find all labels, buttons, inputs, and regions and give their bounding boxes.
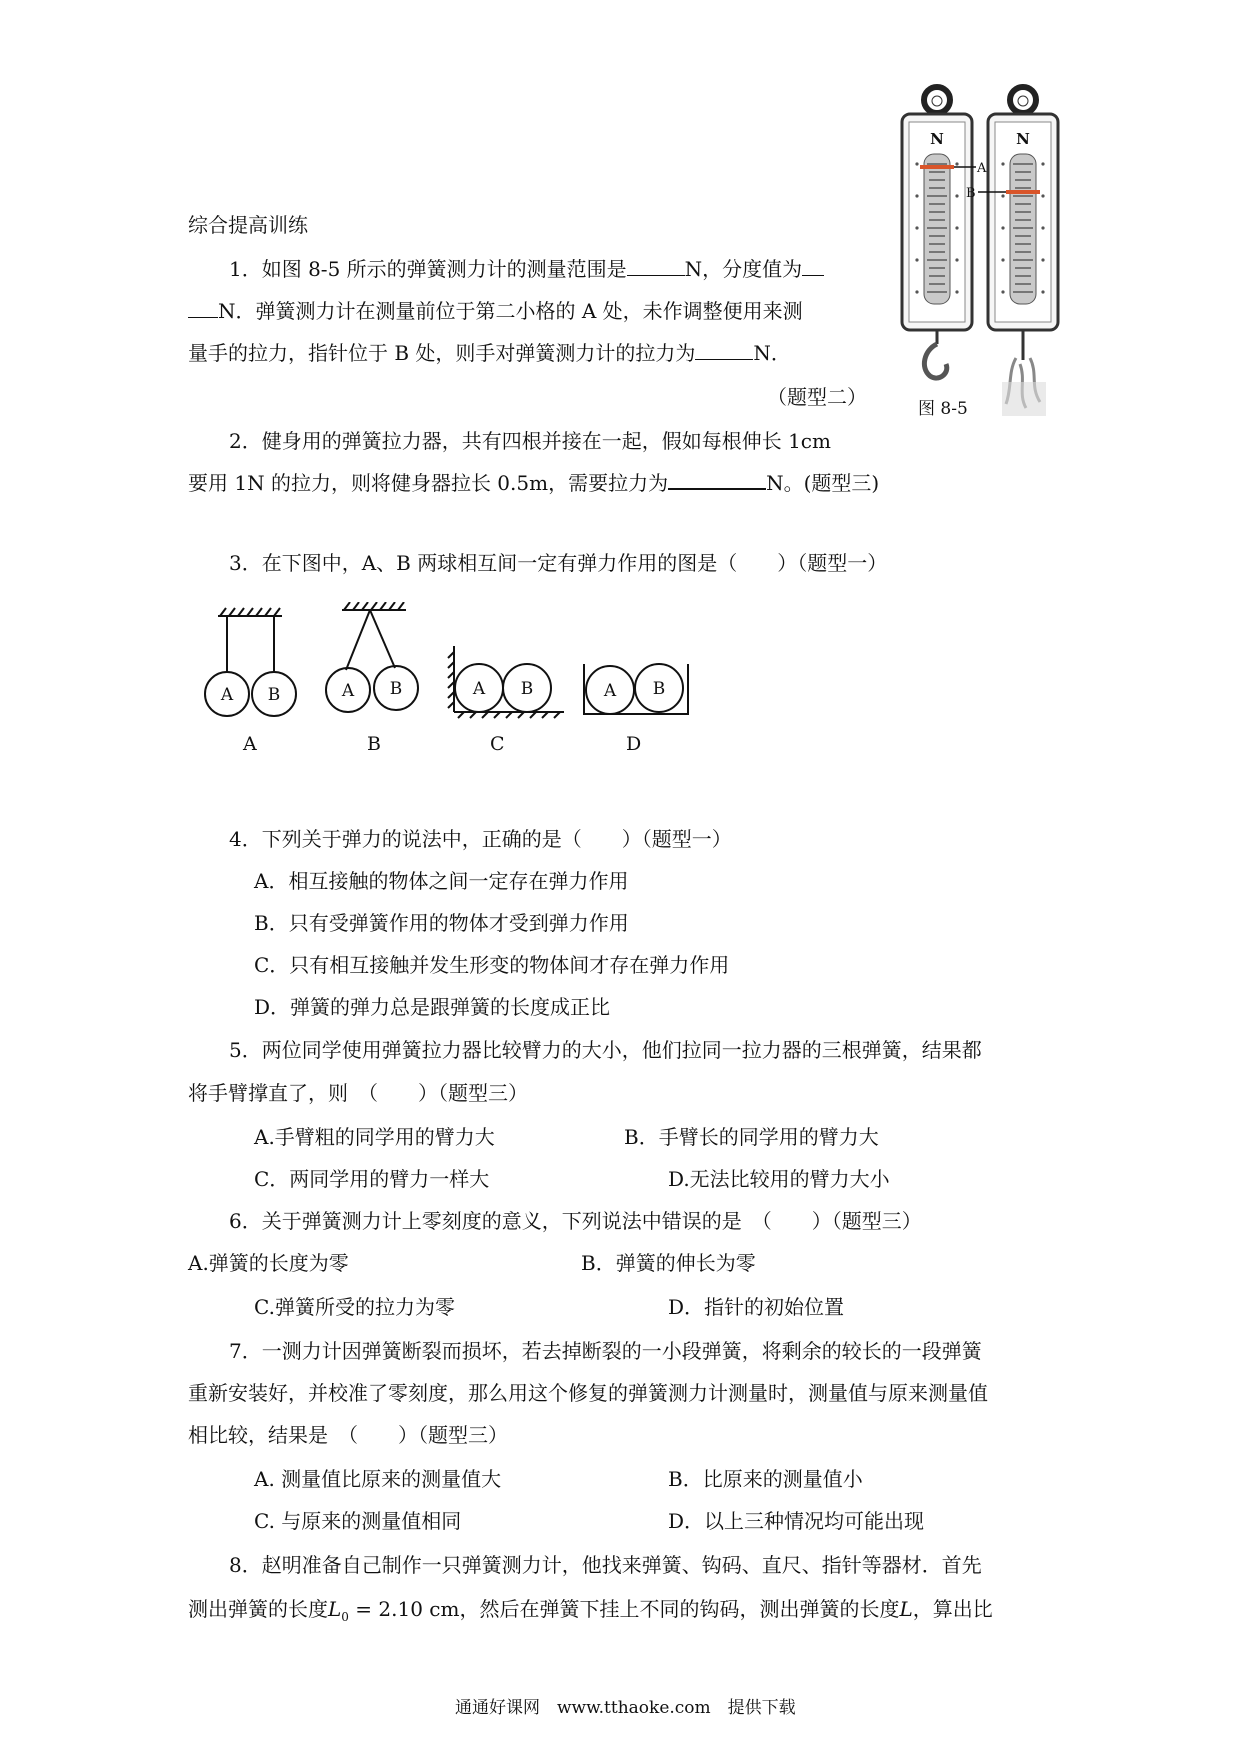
q2-line2-a: 要用 1N 的拉力，则将健身器拉长 0.5m，需要拉力为 — [188, 471, 669, 495]
hook-icon — [924, 344, 946, 378]
q3-option-c-diagram — [448, 646, 564, 718]
q2-line1: 2．健身用的弹簧拉力器，共有四根并接在一起，假如每根伸长 1cm — [229, 429, 831, 453]
q3-d-ball-b-label: B — [652, 679, 666, 699]
q8-line2 — [188, 1596, 993, 1630]
spring-scale-left — [902, 87, 987, 378]
q7-line1: 7．一测力计因弹簧断裂而损坏，若去掉断裂的一小段弹簧，将剩余的较长的一段弹簧 — [229, 1339, 982, 1363]
q5-option-c[interactable]: C．两同学用的臂力一样大 — [254, 1167, 490, 1191]
spring-scale-right — [966, 87, 1058, 416]
unit-letter-left: N — [930, 130, 944, 148]
q1-line2-text: N．弹簧测力计在测量前位于第二小格的 A 处，未作调整便用来测 — [218, 299, 803, 323]
q3-option-c-label[interactable]: C — [490, 733, 505, 755]
q1-blank-division-part2[interactable] — [188, 299, 218, 318]
q5-option-a[interactable]: A.手臂粗的同学用的臂力大 — [254, 1125, 495, 1149]
figure-caption: 图 8-5 — [918, 399, 968, 419]
q3-option-b-diagram — [326, 602, 418, 712]
q4-option-c[interactable]: C．只有相互接触并发生形变的物体间才存在弹力作用 — [254, 953, 730, 977]
q8-l0-value: = 2.10 cm — [348, 1597, 460, 1621]
q7-line2: 重新安装好，并校准了零刻度，那么用这个修复的弹簧测力计测量时，测量值与原来测量值 — [188, 1381, 988, 1405]
q3-b-ball-b-label: B — [389, 679, 403, 699]
spring-scale-figure — [880, 82, 1060, 418]
q2-line2 — [188, 470, 879, 496]
unit-letter-right: N — [1016, 130, 1030, 148]
q4-option-b[interactable]: B．只有受弹簧作用的物体才受到弹力作用 — [254, 911, 629, 935]
q1-blank-force[interactable] — [695, 341, 753, 360]
q7-line3: 相比较，结果是 （ ）（题型三） — [188, 1423, 508, 1447]
q7-option-b[interactable]: B．比原来的测量值小 — [668, 1467, 863, 1491]
q7-option-d[interactable]: D．以上三种情况均可能出现 — [668, 1509, 925, 1533]
q6-option-a[interactable]: A.弹簧的长度为零 — [188, 1251, 349, 1275]
q3-a-ball-a-label: A — [220, 685, 234, 705]
q3-option-d-label[interactable]: D — [626, 733, 642, 755]
q8-l0-sub: 0 — [341, 1610, 349, 1624]
q1-line2 — [188, 298, 803, 324]
q8-line2-a: 测出弹簧的长度 — [188, 1597, 328, 1621]
pointer-a-indicator — [920, 165, 954, 169]
page-footer: 通通好课网 www.tthaoke.com 提供下载 — [455, 1698, 796, 1718]
q2-blank-force[interactable] — [668, 470, 766, 490]
q3-d-ball-a-label: A — [603, 681, 617, 701]
q5-option-d[interactable]: D.无法比较用的臂力大小 — [668, 1167, 890, 1191]
q2-line2-b: N。(题型三) — [766, 471, 880, 495]
q4-option-d[interactable]: D．弹簧的弹力总是跟弹簧的长度成正比 — [254, 995, 611, 1019]
q3-option-d-diagram — [584, 664, 688, 714]
q7-option-c[interactable]: C. 与原来的测量值相同 — [254, 1509, 462, 1533]
q8-l0-var: L — [328, 1597, 342, 1621]
q3-option-b-label[interactable]: B — [367, 733, 381, 755]
q6-stem: 6．关于弹簧测力计上零刻度的意义，下列说法中错误的是 （ ）（题型三） — [229, 1209, 922, 1233]
q8-line2-b: ，然后在弹簧下挂上不同的钩码，测出弹簧的长度 — [459, 1597, 900, 1621]
q3-option-a-diagram — [205, 608, 296, 716]
q8-line2-c: ，算出比 — [912, 1597, 993, 1621]
q3-b-ball-a-label: A — [341, 681, 355, 701]
q6-option-c[interactable]: C.弹簧所受的拉力为零 — [254, 1295, 455, 1319]
q1-line1-a: 1．如图 8-5 所示的弹簧测力计的测量范围是 — [229, 257, 627, 281]
q6-option-d[interactable]: D．指针的初始位置 — [668, 1295, 845, 1319]
marker-a-label: A — [977, 161, 987, 176]
q3-c-ball-a-label: A — [472, 679, 486, 699]
q3-a-ball-b-label: B — [267, 685, 281, 705]
q6-option-b[interactable]: B．弹簧的伸长为零 — [581, 1251, 756, 1275]
q3-option-a-label[interactable]: A — [243, 733, 257, 755]
q8-l-var: L — [899, 1597, 913, 1621]
q7-option-a[interactable]: A. 测量值比原来的测量值大 — [254, 1467, 502, 1491]
pointer-b-indicator — [1006, 190, 1040, 194]
q1-line3-end: N． — [753, 341, 791, 365]
q3-diagram — [196, 602, 706, 728]
q4-stem: 4．下列关于弹力的说法中，正确的是（ ）（题型一） — [229, 827, 732, 851]
q1-blank-range[interactable] — [627, 257, 685, 276]
q1-line3-text: 量手的拉力，指针位于 B 处，则手对弹簧测力计的拉力为 — [188, 341, 696, 365]
q5-option-b[interactable]: B．手臂长的同学用的臂力大 — [624, 1125, 879, 1149]
q3-c-ball-b-label: B — [520, 679, 534, 699]
q4-option-a[interactable]: A．相互接触的物体之间一定存在弹力作用 — [254, 869, 629, 893]
q1-blank-division-part1[interactable] — [802, 257, 824, 276]
q1-line1-b: N，分度值为 — [684, 257, 803, 281]
q1-line1 — [229, 256, 824, 282]
q1-line3 — [188, 340, 791, 366]
q1-type-tag: （题型二） — [767, 385, 867, 409]
q5-line1: 5．两位同学使用弹簧拉力器比较臂力的大小，他们拉同一拉力器的三根弹簧，结果都 — [229, 1038, 982, 1062]
marker-b-label: B — [966, 186, 976, 201]
section-title: 综合提高训练 — [188, 213, 308, 237]
q5-line2: 将手臂撑直了，则 （ ）（题型三） — [188, 1081, 528, 1105]
q8-line1: 8．赵明准备自己制作一只弹簧测力计，他找来弹簧、钩码、直尺、指针等器材．首先 — [229, 1553, 982, 1577]
q3-stem: 3．在下图中，A、B 两球相互间一定有弹力作用的图是（ ）（题型一） — [229, 551, 888, 575]
